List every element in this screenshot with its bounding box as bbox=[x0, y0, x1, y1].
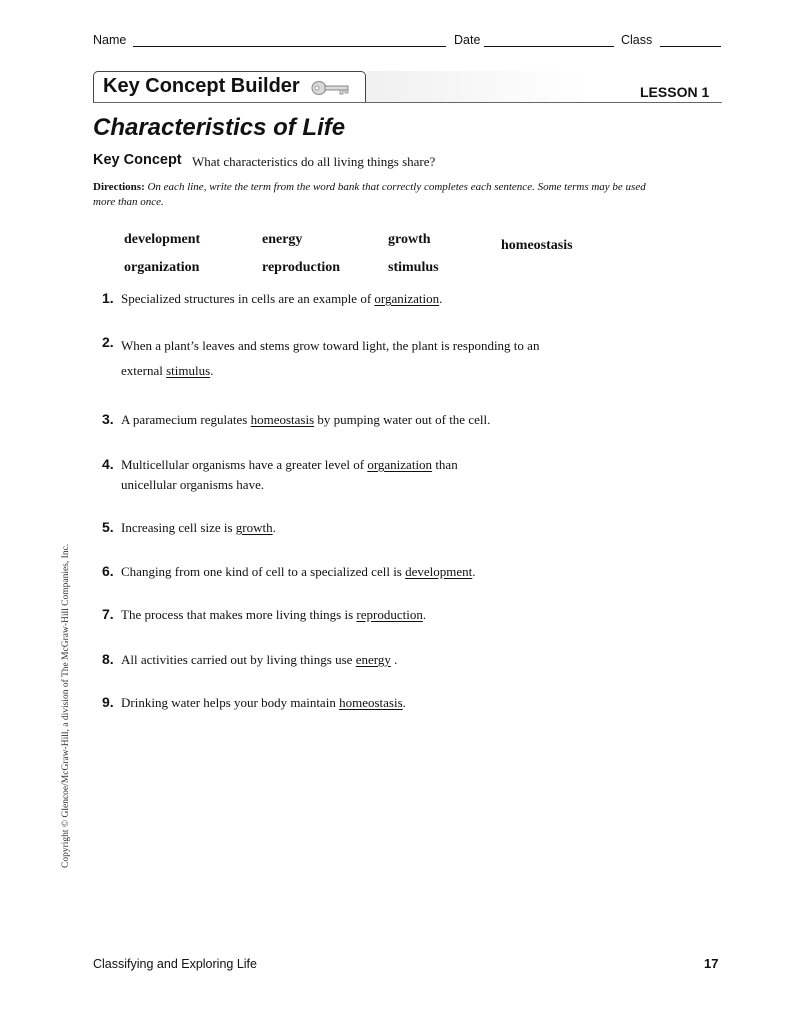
answer-blank[interactable]: stimulus bbox=[166, 363, 211, 378]
question-number: 3. bbox=[102, 411, 114, 427]
banner-shade bbox=[366, 71, 584, 103]
question-number: 6. bbox=[102, 563, 114, 579]
answer-blank[interactable]: homeostasis bbox=[250, 412, 315, 427]
page-title: Characteristics of Life bbox=[93, 114, 346, 141]
question-number: 4. bbox=[102, 456, 114, 472]
question-number: 2. bbox=[102, 334, 114, 350]
question-text: Drinking water helps your body maintain homeostasis. bbox=[121, 695, 406, 710]
directions-label: Directions: bbox=[93, 181, 145, 193]
word-bank-item: organization bbox=[124, 260, 200, 275]
class-label: Class bbox=[621, 33, 653, 47]
answer-blank[interactable]: energy bbox=[355, 652, 391, 667]
question-text: Multicellular organisms have a greater level of organization than unicellular organisms have. bbox=[121, 457, 458, 492]
key-concept-label: Key Concept bbox=[93, 152, 182, 168]
answer-blank[interactable]: organization bbox=[367, 457, 433, 472]
word-bank-item: stimulus bbox=[388, 260, 439, 275]
question-text: A paramecium regulates homeostasis by pumping water out of the cell. bbox=[121, 412, 491, 427]
question-text: Specialized structures in cells are an example of organization. bbox=[121, 291, 443, 306]
key-icon bbox=[311, 79, 351, 97]
word-bank-item: homeostasis bbox=[501, 238, 573, 253]
date-label: Date bbox=[454, 33, 481, 47]
question-number: 1. bbox=[102, 290, 114, 306]
key-concept-question: What characteristics do all living things share? bbox=[192, 154, 436, 169]
name-label: Name bbox=[93, 33, 127, 47]
banner-title: Key Concept Builder bbox=[103, 75, 300, 97]
question-number: 5. bbox=[102, 519, 114, 535]
copyright-notice: Copyright © Glencoe/McGraw-Hill, a division of The McGraw-Hill Companies, Inc. bbox=[61, 543, 71, 868]
answer-blank[interactable]: reproduction bbox=[356, 607, 423, 622]
question-text: Changing from one kind of cell to a specialized cell is development. bbox=[121, 564, 476, 579]
question-number: 7. bbox=[102, 606, 114, 622]
answer-blank[interactable]: development bbox=[405, 564, 473, 579]
question-number: 8. bbox=[102, 651, 114, 667]
footer-book-title: Classifying and Exploring Life bbox=[93, 957, 257, 971]
answer-blank[interactable]: homeostasis bbox=[339, 695, 403, 710]
date-line[interactable] bbox=[484, 46, 614, 47]
question-number: 9. bbox=[102, 694, 114, 710]
question-text: The process that makes more living things is reproduction. bbox=[121, 607, 427, 622]
question-text: When a plant’s leaves and stems grow toward light, the plant is responding to an external stimulus. bbox=[121, 338, 540, 378]
directions bbox=[93, 180, 663, 209]
directions-text: On each line, write the term from the word bank that correctly completes each sentence. Some terms may be used more than once. bbox=[93, 181, 646, 208]
word-bank-item: development bbox=[124, 232, 201, 247]
lesson-label: LESSON 1 bbox=[640, 84, 710, 100]
question-text: All activities carried out by living things use energy . bbox=[121, 652, 398, 667]
word-bank-item: growth bbox=[388, 232, 431, 247]
answer-blank[interactable]: growth bbox=[235, 520, 273, 535]
word-bank-item: reproduction bbox=[262, 260, 341, 275]
class-line[interactable] bbox=[660, 46, 721, 47]
page-number: 17 bbox=[704, 956, 719, 971]
answer-blank[interactable]: organization bbox=[374, 291, 440, 306]
banner-rule bbox=[93, 102, 722, 103]
question-text: Increasing cell size is growth. bbox=[121, 520, 276, 535]
word-bank-item: energy bbox=[262, 232, 303, 247]
name-line[interactable] bbox=[133, 46, 446, 47]
